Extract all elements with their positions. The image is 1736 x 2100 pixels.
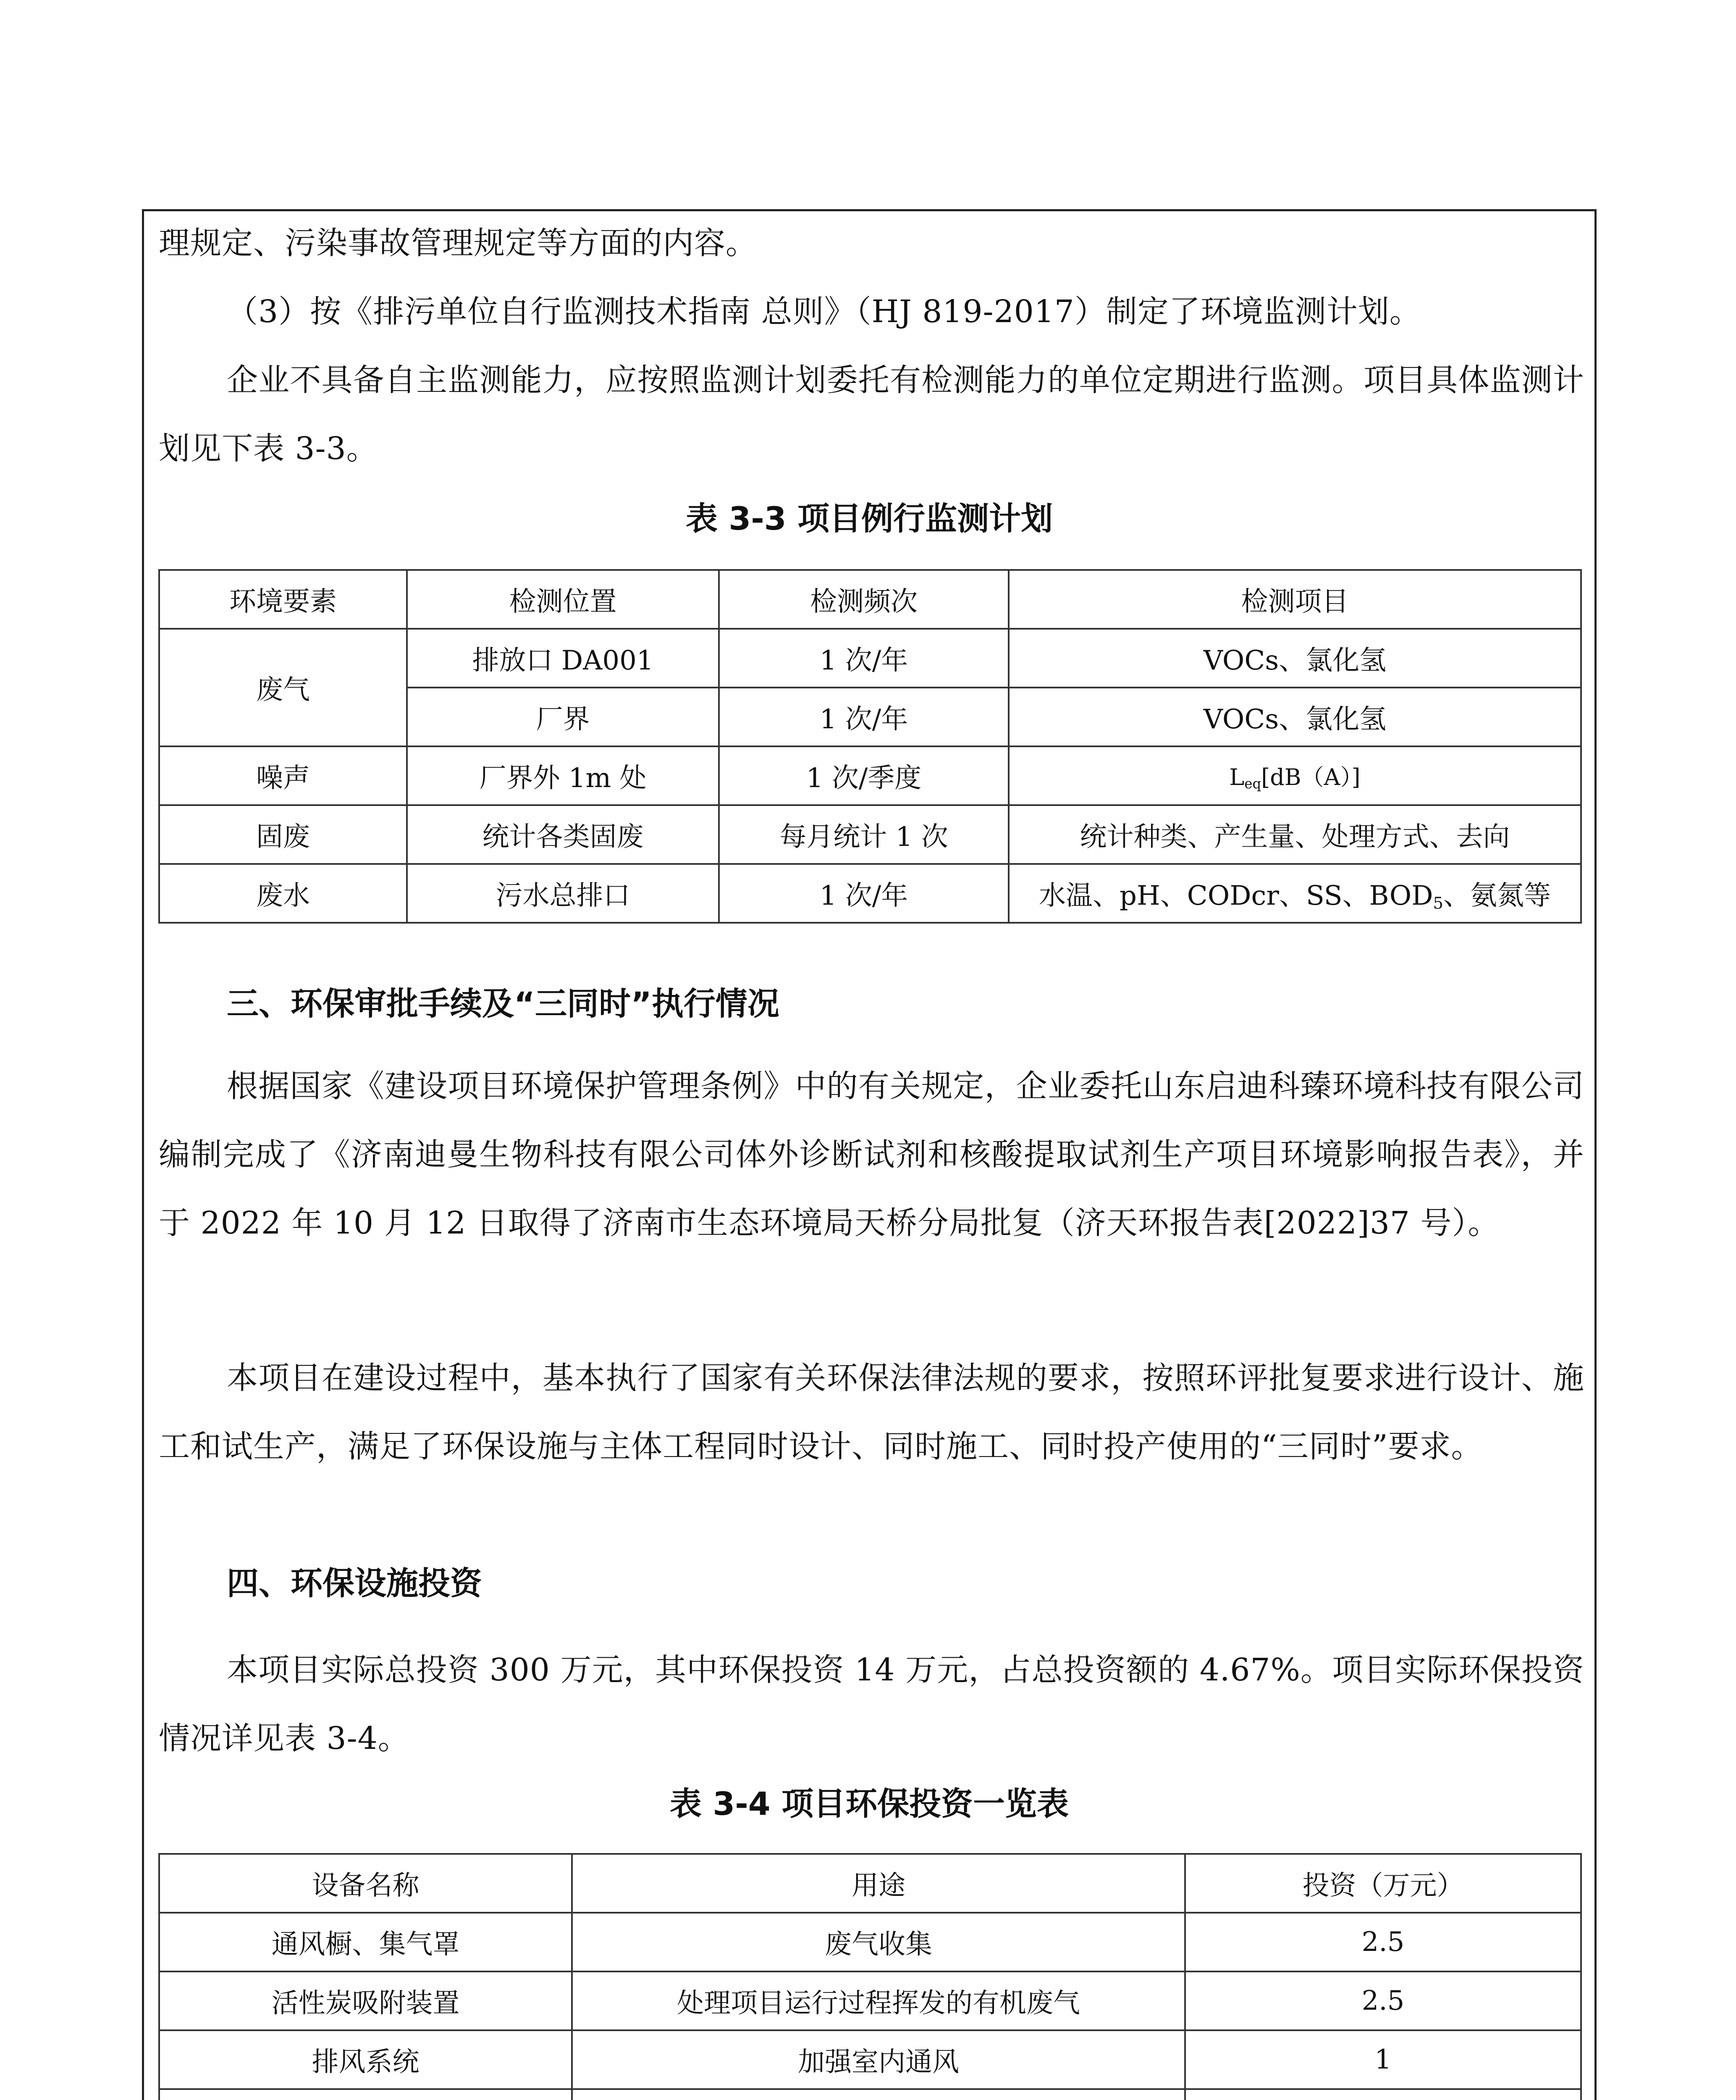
equipment-cell: 通风橱、集气罩: [159, 1913, 572, 1971]
section-4-heading: 四、环保设施投资: [227, 1564, 482, 1602]
table-3-3-caption: 表 3-3 项目例行监测计划: [685, 500, 1053, 537]
use-cell: [572, 2089, 1185, 2100]
header-use: 用途: [572, 1854, 1185, 1913]
equipment-cell: 活性炭吸附装置: [159, 1971, 572, 2030]
location-cell: 统计各类固废: [407, 805, 719, 864]
element-cell: 废气: [159, 629, 407, 746]
equipment-cell: [159, 2089, 572, 2100]
bod-subscript: 5: [1433, 894, 1443, 913]
table-row: [159, 805, 1581, 864]
items-cell: [1009, 746, 1581, 805]
items-cell: 统计种类、产生量、处理方式、去向: [1009, 805, 1581, 864]
table-row: [159, 864, 1581, 923]
header-investment: 投资（万元）: [1185, 1854, 1581, 1913]
section-3-heading: 三、环保审批手续及“三同时”执行情况: [227, 985, 779, 1022]
paragraph-1: 理规定、污染事故管理规定等方面的内容。: [159, 225, 757, 261]
use-cell: 加强室内通风: [572, 2030, 1185, 2089]
use-cell: 废气收集: [572, 1913, 1185, 1971]
leq-symbol: L: [1229, 764, 1245, 791]
table-row: [159, 2030, 1581, 2089]
table-row: [159, 1971, 1581, 2030]
items-cell: VOCs、氯化氢: [1009, 629, 1581, 688]
paragraph-5: 本项目在建设过程中，基本执行了国家有关环保法律法规的要求，按照环评批复要求进行设计、施工和试生产，满足了环保设施与主体工程同时设计、同时施工、同时投产使用的“三同时”要求。: [159, 1360, 1584, 1465]
location-cell: 厂界: [407, 688, 719, 746]
frequency-cell: 1 次/年: [719, 629, 1009, 688]
frequency-cell: 每月统计 1 次: [719, 805, 1009, 864]
header-frequency: 检测频次: [719, 570, 1009, 629]
table-row: [159, 1913, 1581, 1971]
items-cell: [1009, 864, 1581, 923]
element-cell: 噪声: [159, 746, 407, 805]
element-cell: 废水: [159, 864, 407, 923]
location-cell: 厂界外 1m 处: [407, 746, 719, 805]
table-header-row: [159, 570, 1581, 629]
leq-unit: [dB（A）]: [1261, 764, 1361, 791]
leq-subscript: eq: [1244, 776, 1261, 792]
element-cell: 固废: [159, 805, 407, 864]
frequency-cell: 1 次/年: [719, 864, 1009, 923]
monitoring-plan-table: [158, 569, 1582, 924]
paragraph-6: 本项目实际总投资 300 万元，其中环保投资 14 万元，占总投资额的 4.67%。项目实际环保投资情况详见表 3-4。: [159, 1652, 1584, 1756]
frequency-cell: 1 次/季度: [719, 746, 1009, 805]
equipment-cell: 排风系统: [159, 2030, 572, 2089]
paragraph-4: 根据国家《建设项目环境保护管理条例》中的有关规定，企业委托山东启迪科臻环境科技有限公司编制完成了《济南迪曼生物科技有限公司体外诊断试剂和核酸提取试剂生产项目环境影响报告表》，并于 2022 年 10 月 12 日取得了济南市生态环境局天桥分局批复（济天环报告表[2022]37 号）。: [159, 1068, 1584, 1241]
header-equipment: 设备名称: [159, 1854, 572, 1913]
frequency-cell: 1 次/年: [719, 688, 1009, 746]
header-items: 检测项目: [1009, 570, 1581, 629]
amount-cell: [1185, 2089, 1581, 2100]
items-text: 水温、pH、CODcr、SS、BOD: [1039, 880, 1433, 911]
table-3-4-caption: 表 3-4 项目环保投资一览表: [669, 1785, 1069, 1822]
paragraph-3: 企业不具备自主监测能力，应按照监测计划委托有检测能力的单位定期进行监测。项目具体监测计划见下表 3-3。: [159, 362, 1584, 467]
header-location: 检测位置: [407, 570, 719, 629]
paragraph-2: （3）按《排污单位自行监测技术指南 总则》（HJ 819-2017）制定了环境监测计划。: [227, 294, 1421, 330]
amount-cell: 1: [1185, 2030, 1581, 2089]
amount-cell: 2.5: [1185, 1971, 1581, 2030]
table-row: [159, 629, 1581, 688]
items-text-tail: 、氨氮等: [1443, 880, 1551, 911]
table-row: [159, 746, 1581, 805]
use-cell: 处理项目运行过程挥发的有机废气: [572, 1971, 1185, 2030]
investment-table: [158, 1853, 1582, 2100]
location-cell: 排放口 DA001: [407, 629, 719, 688]
amount-cell: 2.5: [1185, 1913, 1581, 1971]
items-cell: VOCs、氯化氢: [1009, 688, 1581, 746]
header-element: 环境要素: [159, 570, 407, 629]
table-row: [159, 2089, 1581, 2100]
location-cell: 污水总排口: [407, 864, 719, 923]
table-header-row: [159, 1854, 1581, 1913]
